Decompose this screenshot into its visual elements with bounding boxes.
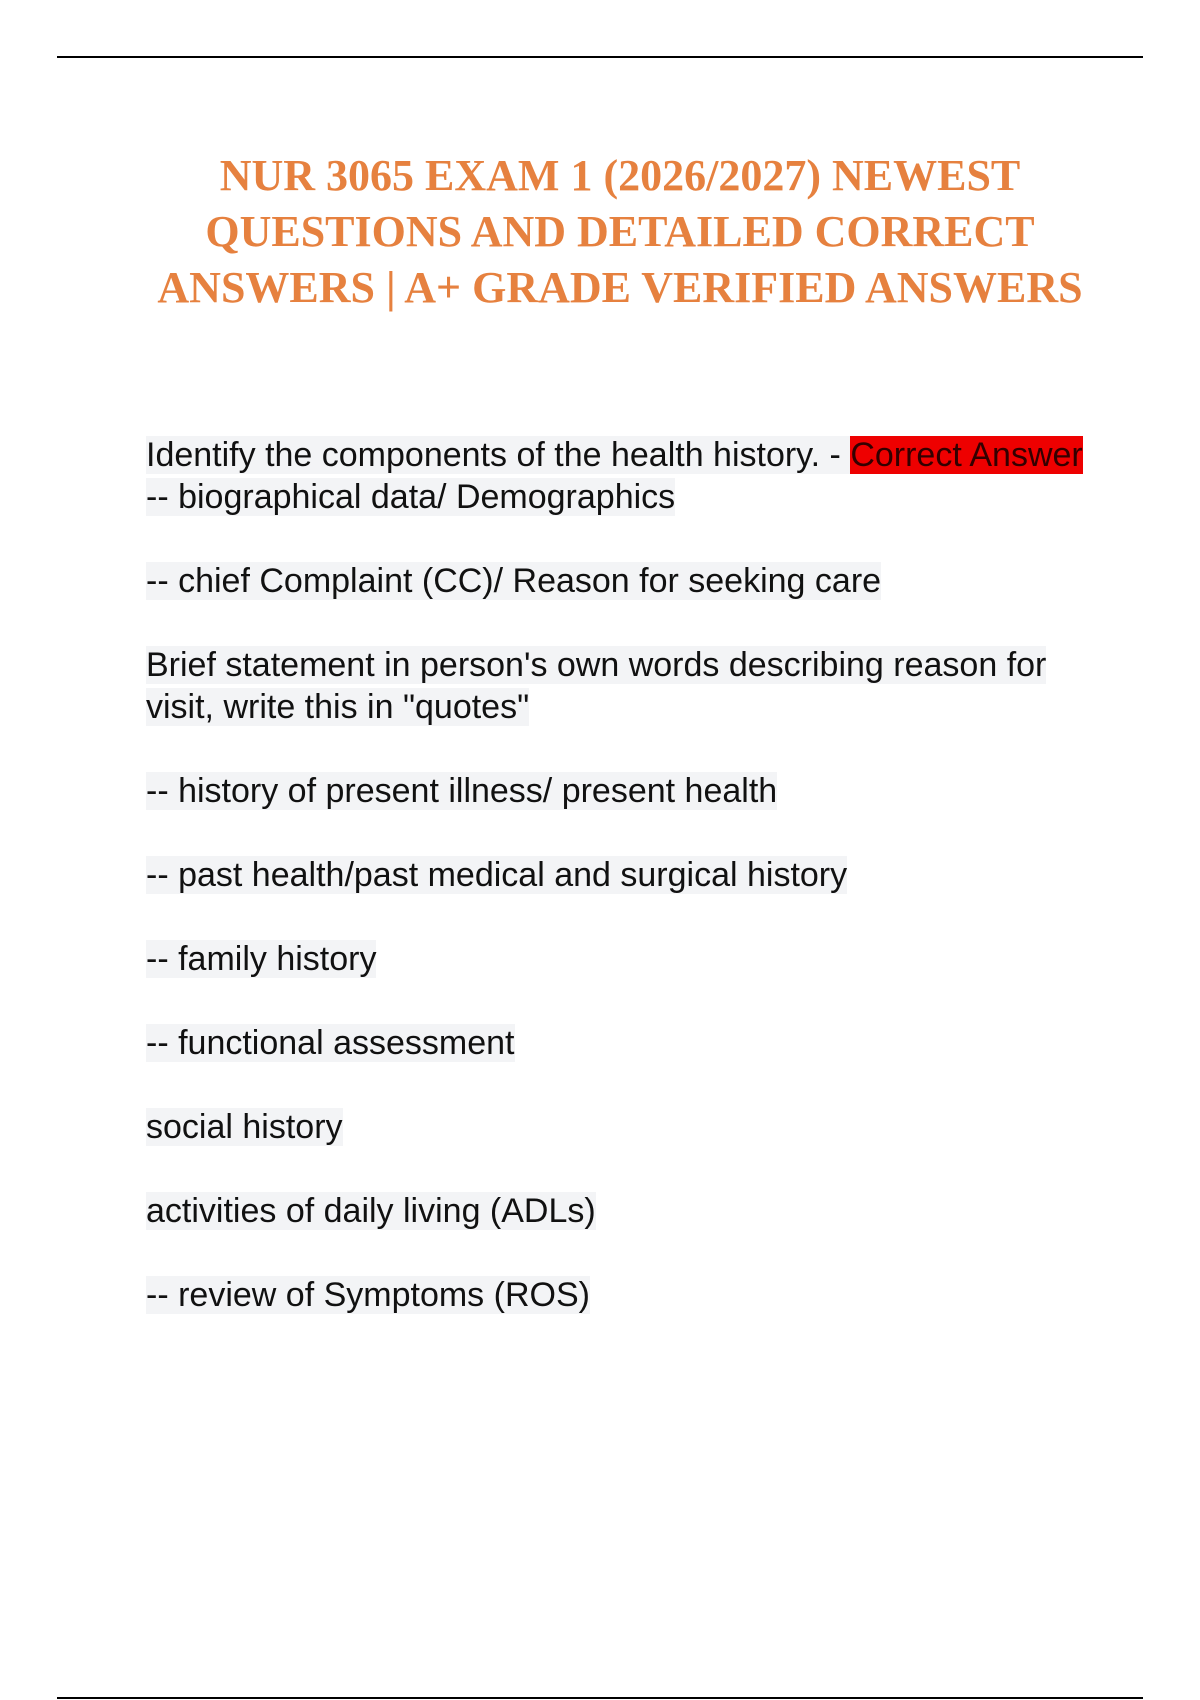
- answer-item: -- past health/past medical and surgical history: [146, 856, 848, 894]
- first-answer: -- biographical data/ Demographics: [146, 478, 676, 516]
- answer-item: -- chief Complaint (CC)/ Reason for seeking care: [146, 562, 882, 600]
- answer-item: social history: [146, 1108, 343, 1146]
- bottom-rule: [57, 1697, 1143, 1699]
- top-rule: [57, 56, 1143, 58]
- answer-item: activities of daily living (ADLs): [146, 1192, 596, 1230]
- question-paragraph: [146, 434, 1086, 518]
- answer-item: Brief statement in person's own words describing reason for visit, write this in "quotes": [146, 646, 1047, 726]
- answer-item: -- history of present illness/ present health: [146, 772, 778, 810]
- answer-item: -- family history: [146, 940, 377, 978]
- question-prompt: Identify the components of the health history. -: [146, 436, 851, 474]
- correct-answer-tag: Correct Answer: [850, 436, 1083, 474]
- document-title: NUR 3065 EXAM 1 (2026/2027) NEWEST QUESTIONS AND DETAILED CORRECT ANSWERS | A+ GRADE VERIFIED ANSWERS: [157, 151, 1083, 312]
- answer-item: -- functional assessment: [146, 1024, 515, 1062]
- answer-item: -- review of Symptoms (ROS): [146, 1276, 590, 1314]
- document-body: [146, 434, 1086, 1358]
